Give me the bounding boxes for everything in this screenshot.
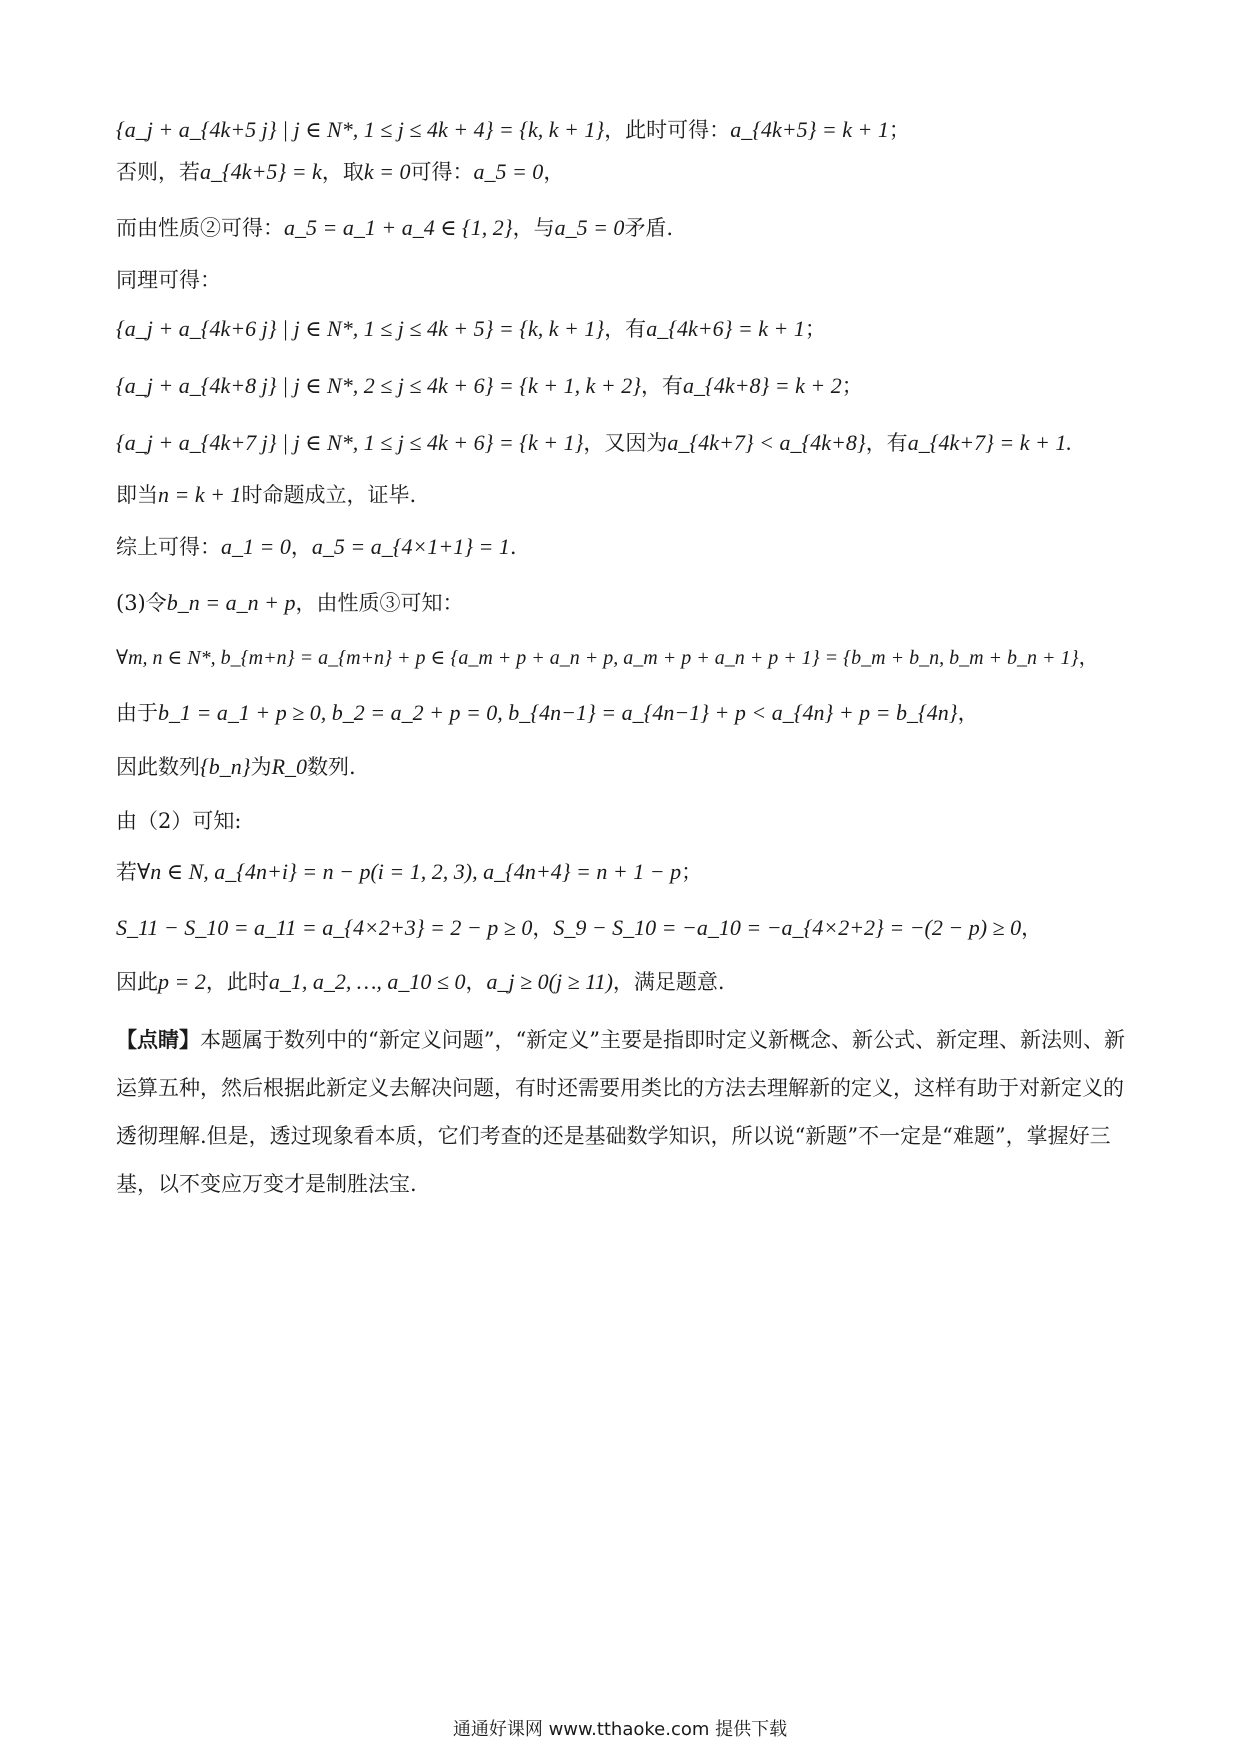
line-17: 因此p = 2，此时a_1, a_2, …, a_10 ≤ 0，a_j ≥ 0(j ≥ 11)，满足题意. xyxy=(116,969,725,994)
line-15: 若∀n ∈ N, a_{4n+i} = n − p(i = 1, 2, 3), a_{4n+4} = n + 1 − p； xyxy=(116,859,703,884)
line-2: 否则，若a_{4k+5} = k，取k = 0可得：a_5 = 0， xyxy=(116,159,565,184)
page-footer: 通通好课网 www.tthaoke.com 提供下载 xyxy=(452,1719,788,1740)
line-9: 综上可得：a_1 = 0，a_5 = a_{4×1+1} = 1. xyxy=(116,534,517,559)
line-16: S_11 − S_10 = a_11 = a_{4×2+3} = 2 − p ≥ 0，S_9 − S_10 = −a_10 = −a_{4×2+2} = −(2 − p) ≥ 0， xyxy=(116,915,1043,940)
math-set-4k5: {a_j + a_{4k+5 j} | j ∈ N*, 1 ≤ j ≤ 4k + 4} = {k, k + 1} xyxy=(116,117,605,142)
line-6: {a_j + a_{4k+8 j} | j ∈ N*, 2 ≤ j ≤ 4k + 6} = {k + 1, k + 2}，有a_{4k+8} = k + 2； xyxy=(116,373,863,398)
tip-body: 本题属于数列中的“新定义问题”，“新定义”主要是指即时定义新概念、新公式、新定理、新法则、新运算五种，然后根据此新定义去解决问题，有时还需要用类比的方法去理解新的定义，这样有助于对新定义的透彻理解.但是，透过现象看本质，它们考查的还是基础数学知识，所以说“新题”不一定是“难题”，掌握好三基，以不变应万变才是制胜法宝. xyxy=(116,1028,1125,1196)
line-1: {a_j + a_{4k+5 j} | j ∈ N*, 1 ≤ j ≤ 4k + 4} = {k, k + 1}，此时可得：a_{4k+5} = k + 1； xyxy=(116,117,910,142)
line-7: {a_j + a_{4k+7 j} | j ∈ N*, 1 ≤ j ≤ 4k + 6} = {k + 1}，又因为a_{4k+7} < a_{4k+8}，有a_{4k+7} = k + 1. xyxy=(116,430,1072,455)
line-10: (3)令b_n = a_n + p，由性质③可知： xyxy=(116,590,464,615)
line-14: 由（2）可知: xyxy=(116,809,242,833)
line-5: {a_j + a_{4k+6 j} | j ∈ N*, 1 ≤ j ≤ 4k + 5} = {k, k + 1}，有a_{4k+6} = k + 1； xyxy=(116,316,826,341)
tip-paragraph xyxy=(116,1016,1126,1208)
line-11: ∀m, n ∈ N*, b_{m+n} = a_{m+n} + p ∈ {a_m + p + a_n + p, a_m + p + a_n + p + 1} = {b_m + b_n, b_m + b_n + 1}， xyxy=(116,645,1099,669)
line-12: 由于b_1 = a_1 + p ≥ 0, b_2 = a_2 + p = 0, b_{4n−1} = a_{4n−1} + p < a_{4n} + p = b_{4n}， xyxy=(116,700,979,725)
line-8: 即当n = k + 1时命题成立，证毕. xyxy=(116,482,417,507)
line-4: 同理可得： xyxy=(116,268,221,292)
line-3: 而由性质②可得：a_5 = a_1 + a_4 ∈ {1, 2}，与a_5 = 0矛盾. xyxy=(116,215,674,240)
line-13: 因此数列{b_n}为R_0数列. xyxy=(116,754,356,779)
tip-heading: 【点睛】 xyxy=(116,1027,200,1052)
